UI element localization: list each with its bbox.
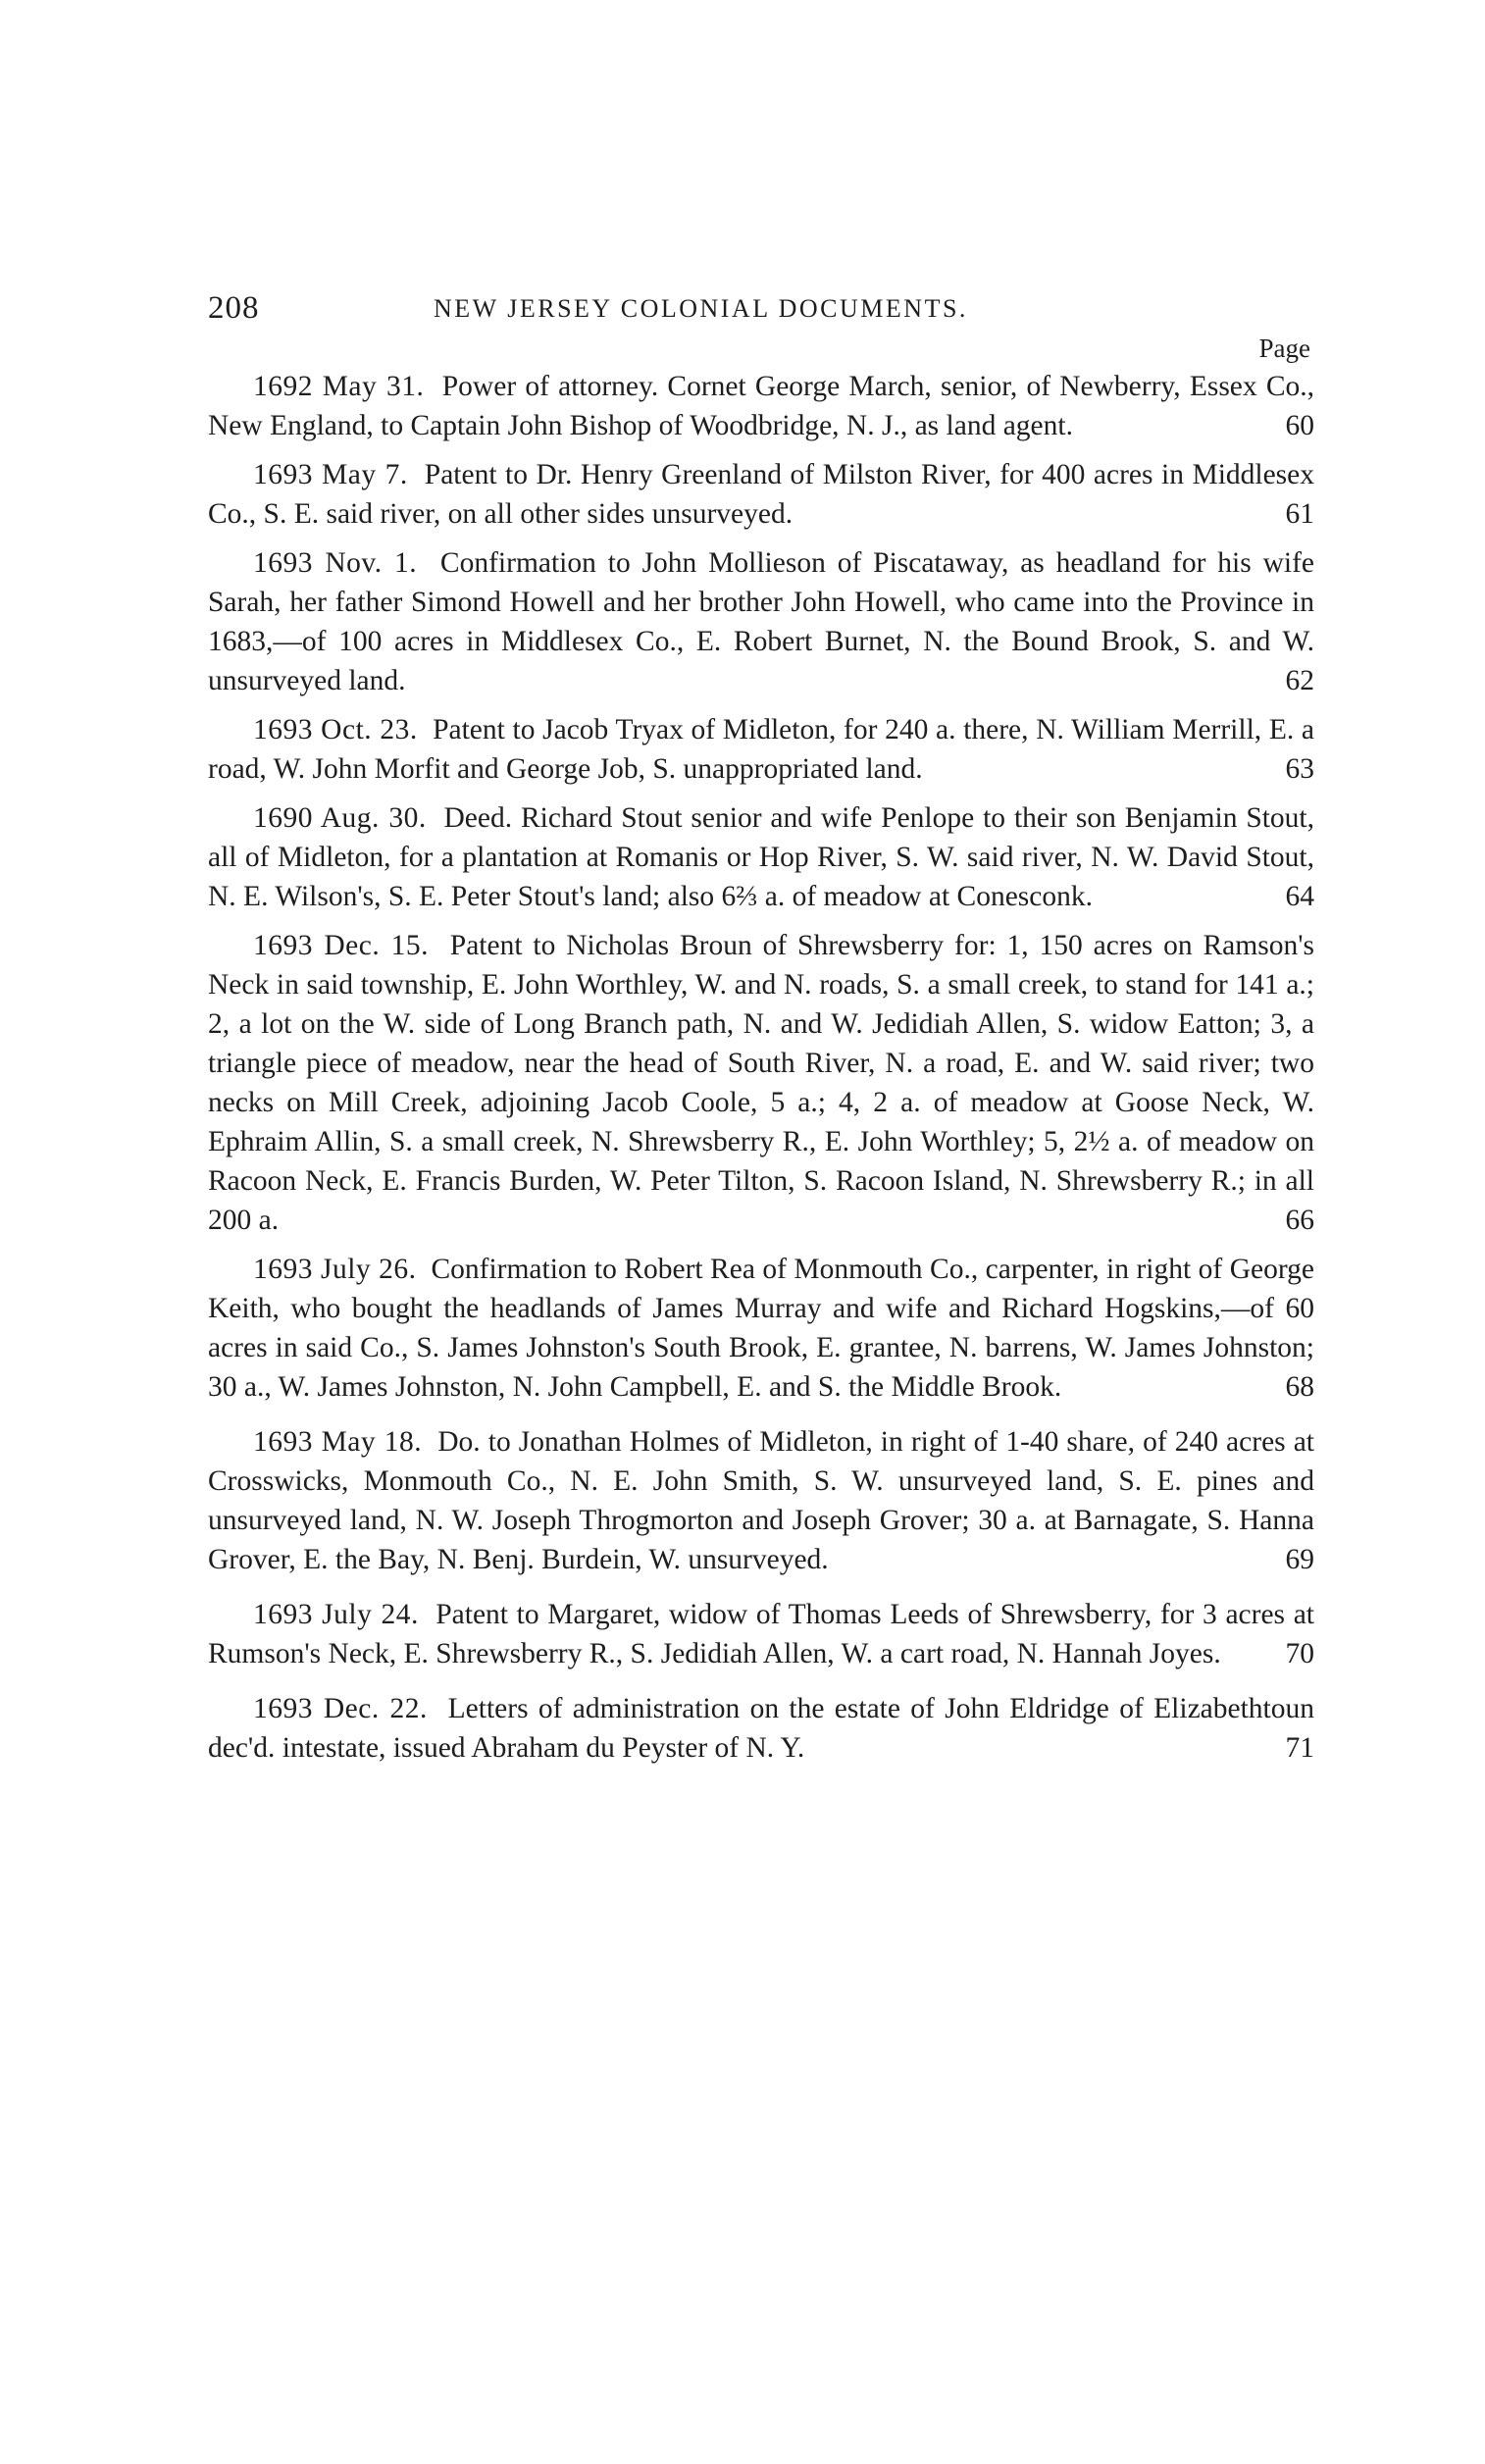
entry-item [208, 798, 1314, 916]
entry-text: Patent to Dr. Henry Greenland of Milston River, for 400 acres in Middlesex Co., S. E. said river, on all other sides unsurveyed. [208, 459, 1314, 530]
entry-page-ref: 63 [1266, 749, 1315, 789]
entry-text: Deed. Richard Stout senior and wife Penlope to their son Benjamin Stout, all of Midleton, for a plantation at Romanis or Hop River, S. W. said river, N. W. David Stout, N. E. Wilson's, S. E. Peter Stout's land; also 6⅔ a. of meadow at Conesconk. [208, 802, 1315, 912]
entry-page-ref: 66 [1266, 1201, 1315, 1240]
entry-item [208, 710, 1314, 789]
entry-item [208, 1250, 1314, 1407]
entry-date: 1693 July 26. [253, 1254, 417, 1285]
entry-date: 1693 Dec. 15. [253, 930, 430, 961]
entry-page-ref: 69 [1266, 1540, 1315, 1579]
entry-text: Do. to Jonathan Holmes of Midleton, in right of 1-40 share, of 240 acres at Crosswicks, Monmouth Co., N. E. John Smith, S. W. unsurveyed land, S. E. pines and unsurveyed land, N. W. Joseph Throgmorton and Joseph Grover; 30 a. at Barnagate, S. Hanna Grover, E. the Bay, N. Benj. Burdein, W. unsurveyed. [208, 1426, 1315, 1575]
entry-date: 1693 Nov. 1. [253, 547, 418, 579]
entry-list [208, 367, 1314, 1777]
entry-date: 1690 Aug. 30. [253, 802, 427, 834]
entry-date: 1693 May 18. [253, 1426, 423, 1458]
entry-page-ref: 64 [1266, 877, 1315, 916]
entry-text: Patent to Nicholas Broun of Shrewsberry for: 1, 150 acres on Ramson's Neck in said township, E. John Worthley, W. and N. roads, S. a small creek, to stand for 141 a.; 2, a lot on the W. side of Long Branch path, N. and W. Jedidiah Allen, S. widow Eatton; 3, a triangle piece of meadow, near the head of South River, N. a road, E. and W. said river; two necks on Mill Creek, adjoining Jacob Coole, 5 a.; 4, 2 a. of meadow at Goose Neck, W. Ephraim Allin, S. a small creek, N. Shrewsberry R., E. John Worthley; 5, 2½ a. of meadow on Racoon Neck, E. Francis Burden, W. Peter Tilton, S. Racoon Island, N. Shrewsberry R.; in all 200 a. [208, 930, 1314, 1236]
running-title: NEW JERSEY COLONIAL DOCUMENTS. [434, 294, 968, 323]
entry-page-ref: 61 [1266, 494, 1315, 534]
page-header [208, 290, 1316, 339]
entry-item [208, 926, 1314, 1240]
entry-item [208, 1689, 1314, 1768]
page-column-label: Page [1258, 334, 1310, 363]
entry-text: Patent to Margaret, widow of Thomas Leeds of Shrewsberry, for 3 acres at Rumson's Neck, E. Shrewsberry R., S. Jedidiah Allen, W. a cart road, N. Hannah Joyes. [208, 1599, 1314, 1669]
entry-date: 1692 May 31. [253, 371, 425, 402]
entry-text: Letters of administration on the estate of John Eldridge of Elizabethtoun dec'd. intestate, issued Abraham du Peyster of N. Y. [208, 1693, 1314, 1764]
page-number: 208 [208, 290, 260, 326]
entry-page-ref: 62 [1266, 661, 1315, 700]
entry-page-ref: 70 [1266, 1634, 1315, 1673]
entry-date: 1693 Oct. 23. [253, 714, 418, 745]
entry-text: Confirmation to John Mollieson of Piscataway, as headland for his wife Sarah, her father Simond Howell and her brother John Howell, who came into the Province in 1683,—of 100 acres in Middlesex Co., E. Robert Burnet, N. the Bound Brook, S. and W. unsurveyed land. [208, 547, 1315, 696]
entry-item [208, 1595, 1314, 1673]
entry-item [208, 367, 1314, 445]
entry-page-ref: 68 [1266, 1367, 1315, 1407]
entry-text: Power of attorney. Cornet George March, senior, of Newberry, Essex Co., New England, to Captain John Bishop of Woodbridge, N. J., as land agent. [208, 371, 1315, 441]
entry-text: Patent to Jacob Tryax of Midleton, for 240 a. there, N. William Merrill, E. a road, W. John Morfit and George Job, S. unappropriated land. [208, 714, 1314, 785]
entry-item [208, 543, 1314, 700]
entry-item [208, 1422, 1314, 1579]
entry-date: 1693 May 7. [253, 459, 408, 490]
entry-page-ref: 71 [1266, 1728, 1315, 1768]
entry-item [208, 455, 1314, 534]
entry-date: 1693 July 24. [253, 1599, 419, 1630]
entry-text: Confirmation to Robert Rea of Monmouth Co., carpenter, in right of George Keith, who bought the headlands of James Murray and wife and Richard Hogskins,—of 60 acres in said Co., S. James Johnston's South Brook, E. grantee, N. barrens, W. James Johnston; 30 a., W. James Johnston, N. John Campbell, E. and S. the Middle Brook. [208, 1254, 1314, 1403]
entry-date: 1693 Dec. 22. [253, 1693, 428, 1724]
entry-page-ref: 60 [1266, 406, 1315, 445]
